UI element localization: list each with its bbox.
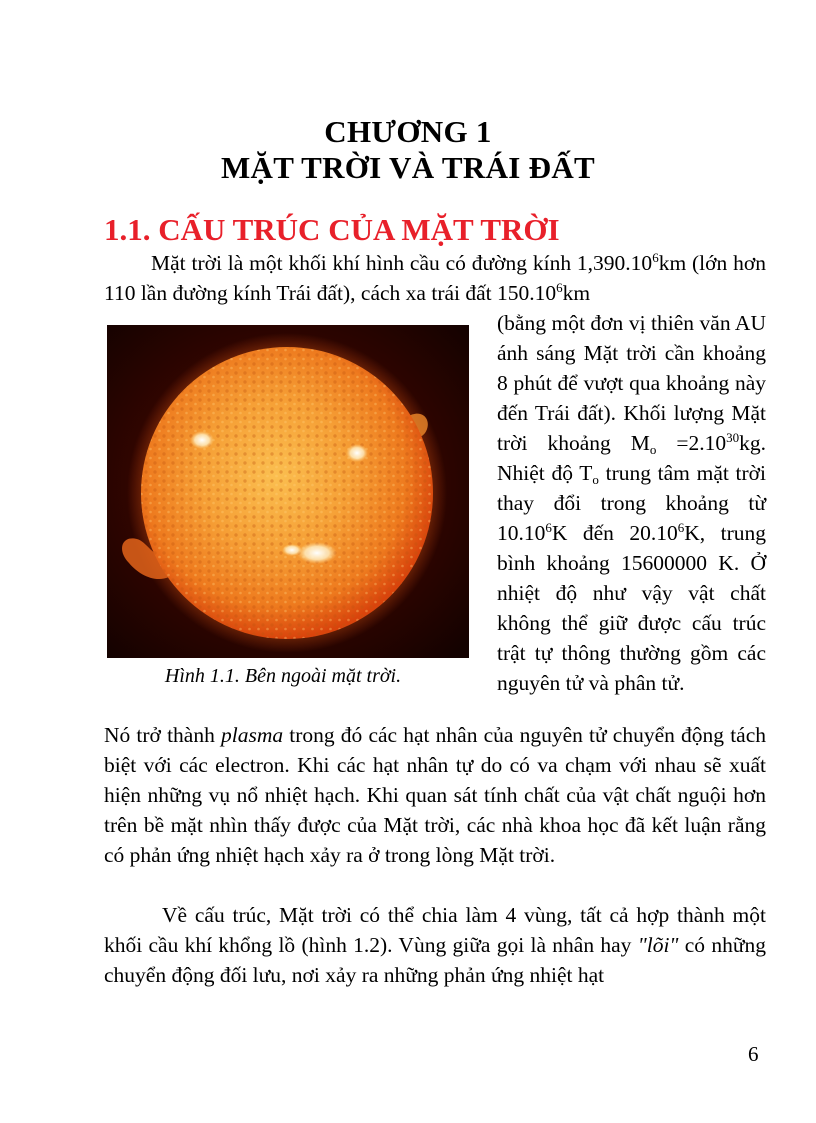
text-run: =2.10: [656, 431, 727, 455]
paragraph-plasma: [104, 720, 766, 870]
superscript: 6: [677, 520, 685, 535]
bright-spot: [297, 542, 337, 564]
sun-figure: [107, 325, 469, 658]
text-run: km (lớn hơn 110 lần đường kính Trái đất), cách xa trái đất 150.10: [104, 251, 766, 305]
superscript: 6: [545, 520, 552, 535]
bright-spot: [282, 544, 302, 556]
superscript: 30: [726, 430, 740, 445]
page-number: 6: [748, 1042, 759, 1066]
text-run: K, trung bình khoảng 15600000 K. Ở nhiệt độ như vậy vật chất không thể giữ được cấu trúc trật tự thông thường gồm các nguyên tử và phân tử.: [497, 521, 766, 695]
text-run: kg. Nhiệt độ T: [497, 431, 766, 485]
chapter-name: MẶT TRỜI VÀ TRÁI ĐẤT: [220, 150, 596, 185]
text-run: km: [562, 281, 591, 305]
superscript: 6: [652, 250, 659, 265]
subscript: o: [592, 472, 599, 487]
text-run: trung tâm mặt trời thay đổi trong khoảng từ 10.10: [497, 461, 767, 545]
section-heading: 1.1. CẤU TRÚC CỦA MẶT TRỜI: [104, 212, 560, 247]
paragraph-wrap: [497, 308, 766, 698]
superscript: 6: [556, 280, 563, 295]
text-run: (bằng một đơn vị thiên văn AU ánh sáng Mặt trời cần khoảng 8 phút để vượt qua khoảng này đến Trái đất). Khối lượng Mặt trời khoảng M: [497, 311, 766, 455]
paragraph-structure: [104, 900, 766, 990]
chapter-number: CHƯƠNG 1: [324, 114, 492, 149]
bright-spot: [346, 444, 368, 462]
emphasis-text: plasma: [221, 723, 284, 747]
text-run: trong đó các hạt nhân của nguyên tử chuyển động tách biệt với các electron. Khi các hạt nhân tự do có va chạm với nhau sẽ xuất hiện những vụ nổ nhiệt hạch. Khi quan sát tính chất của vật chất nguội hơn trên bề mặt nhìn thấy được của Mặt trời, các nhà khoa học đã kết luận rằng có phản ứng nhiệt hạch xảy ra ở trong lòng Mặt trời.: [104, 723, 767, 867]
paragraph-intro: [104, 248, 766, 308]
text-run: Về cấu trúc, Mặt trời có thể chia làm 4 vùng, tất cả hợp thành một khối cầu khí khổng lồ (hình 1.2). Vùng giữa gọi là nhân hay: [104, 903, 766, 957]
figure-caption: Hình 1.1. Bên ngoài mặt trời.: [164, 665, 402, 687]
text-run: có những chuyển động đối lưu, nơi xảy ra những phản ứng nhiệt hạt: [104, 933, 766, 987]
bright-spot: [190, 431, 214, 449]
text-run: Nó trở thành: [104, 723, 221, 747]
text-run: Mặt trời là một khối khí hình cầu có đường kính 1,390.10: [151, 251, 653, 275]
sun-image: [107, 325, 469, 658]
text-run: K đến 20.10: [551, 521, 678, 545]
subscript: o: [649, 442, 657, 457]
granulation: [141, 347, 433, 639]
chapter-title: [0, 114, 816, 186]
emphasis-text: "lõi": [637, 933, 679, 957]
